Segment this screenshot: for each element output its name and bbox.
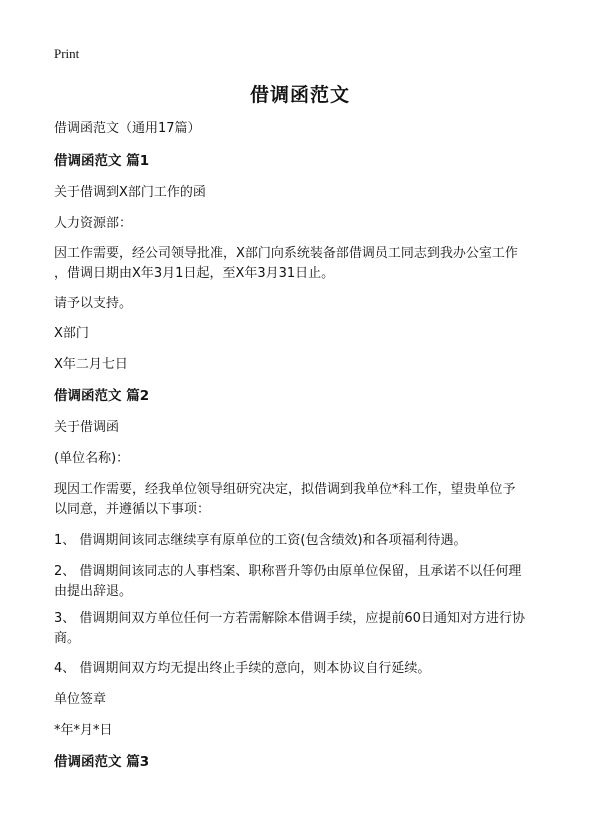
paragraph-line: X年二月七日	[54, 357, 128, 372]
paragraph-line: 商。	[54, 631, 81, 646]
document-subtitle: 借调函范文（通用17篇）	[54, 121, 201, 136]
paragraph-line: 请予以支持。	[54, 296, 133, 311]
paragraph-line: 由提出辞退。	[54, 584, 133, 599]
paragraph-line: ，借调日期由X年3月1日起，至X年3月31日止。	[54, 266, 335, 281]
section-heading-3: 借调函范文 篇3	[54, 754, 150, 770]
paragraph-line: 现因工作需要，经我单位领导组研究决定，拟借调到我单位*科工作，望贵单位予	[54, 482, 516, 497]
section-heading-1: 借调函范文 篇1	[54, 153, 150, 169]
paragraph-line: (单位名称)：	[54, 451, 130, 466]
print-link[interactable]: Print	[54, 46, 80, 61]
paragraph-line: 1、 借调期间该同志继续享有原单位的工资(包含绩效)和各项福利待遇。	[54, 533, 467, 548]
paragraph-line: 单位签章	[54, 692, 107, 707]
paragraph-line: 关于借调函	[54, 420, 120, 435]
paragraph-line: 以同意，并遵循以下事项：	[54, 502, 211, 517]
paragraph-line: 4、 借调期间双方均无提出终止手续的意向，则本协议自行延续。	[54, 661, 431, 676]
section-heading-2: 借调函范文 篇2	[54, 388, 150, 404]
paragraph-line: 因工作需要，经公司领导批准，X部门向系统装备部借调员工同志到我办公室工作	[54, 246, 518, 261]
paragraph-line: X部门	[54, 326, 89, 341]
paragraph-line: 人力资源部：	[54, 216, 133, 231]
paragraph-line: 3、 借调期间双方单位任何一方若需解除本借调手续，应提前60日通知对方进行协	[54, 611, 525, 626]
paragraph-line: *年*月*日	[54, 723, 113, 738]
paragraph-line: 2、 借调期间该同志的人事档案、职称晋升等仍由原单位保留，且承诺不以任何理	[54, 564, 522, 579]
page-title: 借调函范文	[249, 84, 350, 106]
paragraph-line: 关于借调到X部门工作的函	[54, 185, 206, 200]
